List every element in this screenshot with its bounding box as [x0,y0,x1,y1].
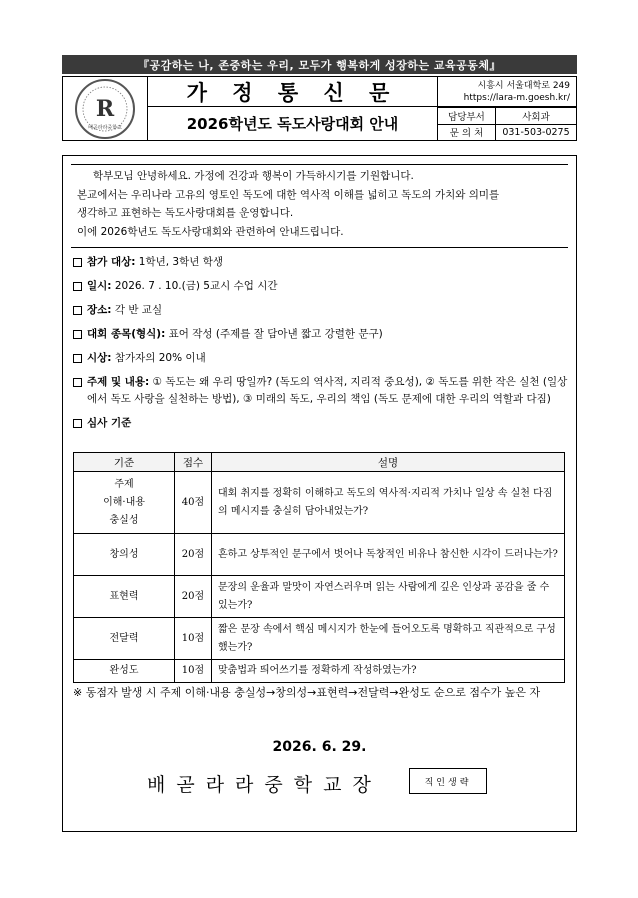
dept-value: 사회과 [522,111,550,123]
score-cell: 40점 [175,472,212,534]
official-stamp: 직인생략 [409,768,487,794]
slogan-banner: 『공감하는 나, 존중하는 우리, 모두가 행복하게 성장하는 교육공동체』 [62,55,577,74]
table-row [74,660,565,683]
table-row [74,472,565,534]
judging-criteria-table [73,452,565,683]
item-topic [73,374,570,408]
checkbox-icon [73,330,82,339]
item-label: 대회 종목(형식): [87,328,166,340]
table-row [74,576,565,618]
score-cell: 10점 [175,660,212,683]
description-cell: 대회 취지를 정확히 이해하고 독도의 역사적·지리적 가치나 일상 속 실천 다짐의 메시지를 충실히 담아내었는가? [212,472,565,534]
table-row [74,618,565,660]
column-header: 설명 [212,453,565,472]
description-cell: 짧은 문장 속에서 핵심 메시지가 한눈에 들어오도록 명확하고 직관적으로 구성했는가? [212,618,565,660]
item-value: 표어 작성 (주제를 잘 담아낸 짧고 강렬한 문구) [165,328,383,340]
checkbox-icon [73,378,82,387]
contact-label: 문 의 처 [438,125,496,141]
item-format [73,326,570,343]
principal-signature: 배곧라라중학교장 [147,774,382,796]
item-label: 심사 기준 [87,417,132,429]
website-line: https://lara-m.goesh.kr/ [463,93,570,103]
greeting-line: 본교에서는 우리나라 고유의 영토인 독도에 대한 역사적 이해를 넓히고 독도의 가치와 의미를 [77,188,500,201]
document-subtitle: 2026학년도 독도사랑대회 안내 [186,115,399,133]
dept-label: 담당부서 [438,108,496,124]
item-value: 각 반 교실 [111,304,163,316]
letter-header [62,76,577,141]
description-cell: 맞춤법과 띄어쓰기를 정확하게 작성하였는가? [212,660,565,683]
description-cell: 문장의 운율과 말맛이 자연스러우며 읽는 사람에게 깊은 인상과 공감을 줄 수 있는가? [212,576,565,618]
criterion-cell: 주제 이해·내용 충실성 [74,472,175,534]
description-cell: 흔하고 상투적인 문구에서 벗어나 독창적인 비유나 참신한 시각이 드러나는가? [212,534,565,576]
criterion-cell: 완성도 [74,660,175,683]
logo-school-name: 배곧라라중학교 [88,124,122,131]
address-line: 시흥시 서울대학로 249 [477,81,570,91]
contact-row [438,124,576,141]
column-header: 점수 [175,453,212,472]
item-value: 2026. 7 . 10.(금) 5교시 수업 시간 [111,280,278,292]
school-emblem-icon [74,78,136,140]
info-items [73,254,570,439]
item-value: ① 독도는 왜 우리 땅일까? (독도의 역사적, 지리적 중요성), ② 독도를 위한 작은 실천 (일상에서 독도 사랑을 실천하는 방법), ③ 미래의 독도, 우리의 책임 (독도 문제에 대한 우리의 역할과 다짐) [87,376,568,405]
item-label: 일시: [87,280,112,292]
item-label: 장소: [87,304,112,316]
item-value: 1학년, 3학년 학생 [135,256,224,268]
greeting-line: 이에 2026학년도 독도사랑대회와 관련하여 안내드립니다. [77,225,344,238]
item-label: 시상: [87,352,112,364]
score-cell: 20점 [175,534,212,576]
greeting-box [71,164,568,248]
criterion-cell: 창의성 [74,534,175,576]
issue-date: 2026. 6. 29. [272,739,367,755]
checkbox-icon [73,306,82,315]
content-frame [62,155,577,832]
item-value: 참가자의 20% 이내 [111,352,206,364]
item-label: 참가 대상: [87,256,136,268]
item-label: 주제 및 내용: [87,376,150,388]
item-award [73,350,570,367]
greeting-line: 생각하고 표현하는 독도사랑대회를 운영합니다. [77,207,294,219]
criterion-cell: 전달력 [74,618,175,660]
criterion-cell: 표현력 [74,576,175,618]
item-place [73,302,570,319]
score-cell: 10점 [175,618,212,660]
contact-value: 031-503-0275 [502,126,570,138]
school-address [438,77,576,107]
checkbox-icon [73,282,82,291]
table-row [74,534,565,576]
column-header: 기준 [74,453,175,472]
checkbox-icon [73,258,82,267]
document-title: 가 정 통 신 문 [148,77,437,107]
dept-row [438,107,576,124]
logo-initial: R [95,95,115,122]
table-header-row [74,453,565,472]
tiebreak-note: ※ 동점자 발생 시 주제 이해·내용 충실성→창의성→표현력→전달력→완성도 순으로 점수가 높은 자 [73,686,541,699]
school-logo [63,77,148,140]
score-cell: 20점 [175,576,212,618]
checkbox-icon [73,354,82,363]
item-judging [73,415,570,432]
item-target [73,254,570,271]
item-date [73,278,570,295]
checkbox-icon [73,419,82,428]
greeting-line: 학부모님 안녕하세요. 가정에 건강과 행복이 가득하시기를 기원합니다. [93,170,414,182]
